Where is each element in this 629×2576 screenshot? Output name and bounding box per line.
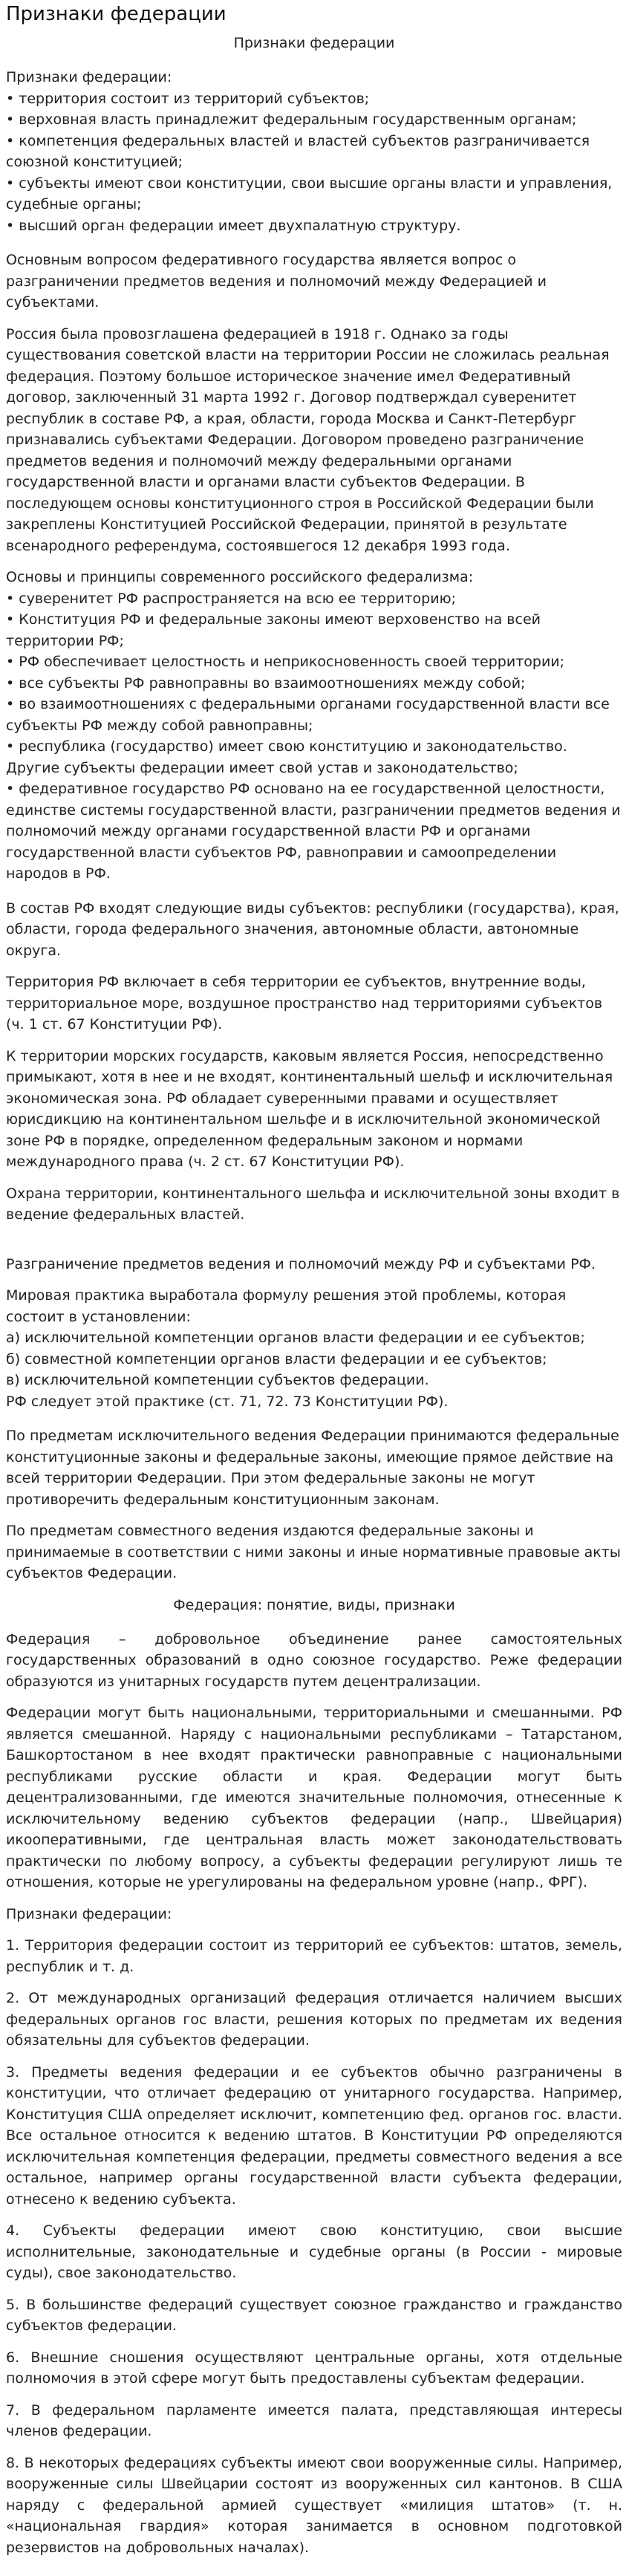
paragraph: В состав РФ входят следующие виды субъектов: республики (государства), края, области, города федерального значения, автономные области, автономные округа. [6,900,619,959]
list-item: • Конституция РФ и федеральные законы имеют верховенство на всей территории РФ; [6,611,541,649]
federation-features-list [6,67,622,236]
paragraph: 7. В федеральном парламенте имеется палата, представляющая интересы членов федерации. [6,2401,622,2439]
list-item: • во взаимоотношениях с федеральными органами государственной власти все субъекты РФ между собой равноправны; [6,696,610,734]
paragraph: Охрана территории, континентального шельфа и исключительной зоны входит в ведение федеральных властей. [6,1185,620,1223]
competence-list [6,1285,622,1412]
page-title: Признаки федерации [6,3,226,25]
list-item: а) исключительной компетенции органов власти федерации и ее субъектов; [6,1330,585,1346]
paragraph: 5. В большинстве федераций существует союзное гражданство и гражданство субъектов федерации. [6,2296,622,2334]
paragraph: По предметам исключительного ведения Федерации принимаются федеральные конституционные законы и федеральные законы, имеющие прямое действие на всей территории Федерации. При этом федеральные законы не могут противоречить федеральным конституционным законам. [6,1428,619,1508]
paragraph: 2. От международных организаций федерация отличается наличием высших федеральных органов гос власти, решения которых по предметам их ведения обязательны для субъектов федерации. [6,1990,622,2049]
paragraph: 3. Предметы ведения федерации и ее субъектов обычно разграничены в конституции, что отличает федерацию от унитарного государства. Например, Конституция США определяет исключит, компетенцию фед. органов гос. власти. Все остальное относится к ведению штатов. В Конституции РФ определяются исключительная компетенция федерации, предметы совместного ведения а все остальное, например органы государственной власти субъекта федерации, отнесено к ведению субъекта. [6,2063,622,2208]
list-item: • высший орган федерации имеет двухпалатную структуру. [6,217,461,234]
list-intro: Основы и принципы современного российского федерализма: [6,569,474,585]
paragraph: Федерация – добровольное объединение ранее самостоятельных государственных образований в одно союзное государство. Реже федерации образуются из унитарных государств путем децентрализации. [6,1630,622,1690]
paragraph: 4. Субъекты федерации имеют свою конституцию, свои высшие исполнительные, законодательные и судебные органы (в России - мировые суды), свое законодательство. [6,2222,622,2281]
list-item: • суверенитет РФ распространяется на всю ее территорию; [6,590,456,607]
section-heading-1: Признаки федерации [233,35,395,51]
list-item: • федеративное государство РФ основано на ее государственной целостности, единстве системы государственной власти, разграничении предметов ведения и полномочий между органами государственной власти РФ и органами государственной власти субъектов РФ, равноправии и самоопределении народов в РФ. [6,781,621,882]
list-item: РФ следует этой практике (ст. 71, 72. 73 Конституции РФ). [6,1393,449,1410]
list-item: • территория состоит из территорий субъектов; [6,90,370,107]
list-item: • компетенция федеральных властей и властей субъектов разграничивается союзной конституцией; [6,132,590,170]
paragraph: Территория РФ включает в себя территории ее субъектов, внутренние воды, территориальное море, воздушное пространство над территориями субъектов (ч. 1 ст. 67 Конституции РФ). [6,974,603,1032]
paragraph: К территории морских государств, каковым является Россия, непосредственно примыкают, хотя в нее и не входят, континентальный шельф и исключительная экономическая зона. РФ обладает суверенными правами и осуществляет юрисдикцию на континентальном шельфе и в исключительной экономической зоне РФ в порядке, определенном федеральным законом и нормами международного права (ч. 2 ст. 67 Конституции РФ). [6,1047,613,1170]
paragraph: По предметам совместного ведения издаются федеральные законы и принимаемые в соответствии с ними законы и иные нормативные правовые акты субъектов Федерации. [6,1523,621,1581]
paragraph: 6. Внешние сношения осуществляют центральные органы, хотя отдельные полномочия в этой сфере могут быть предоставлены субъектам федерации. [6,2349,622,2387]
section-heading-2: Федерация: понятие, виды, признаки [173,1596,455,1613]
list-item: • республика (государство) имеет свою конституцию и законодательство. Другие субъекты федерации имеет свой устав и законодательство; [6,738,567,776]
paragraph: 8. В некоторых федерациях субъекты имеют свои вооруженные силы. Например, вооруженные силы Швейцарии состоят из вооруженных сил кантонов. В США наряду с федеральной армией существует «милиция штатов» (т. н. «национальная гвардия» которая занимается в основном подготовкой резервистов на добровольных началах). [6,2454,622,2556]
paragraph: Россия была провозглашена федерацией в 1918 г. Однако за годы существования советской власти на территории России не сложилась реальная федерация. Поэтому большое историческое значение имел Федеративный договор, заключенный 31 марта 1992 г. Договор подтверждал суверенитет республик в составе РФ, а края, области, города Москва и Санкт-Петербург признавались субъектами Федерации. Договором проведено разграничение предметов ведения и полномочий между федеральными органами государственной власти и органами власти субъектов Федерации. В последующем основы конституционного строя в Российской Федерации были закреплены Конституцией Российской Федерации, принятой в результате всенародного референдума, состоявшегося 12 декабря 1993 года. [6,325,610,554]
list-item: • субъекты имеют свои конституции, свои высшие органы власти и управления, судебные органы; [6,175,613,212]
list-item: б) совместной компетенции органов власти федерации и ее субъектов; [6,1350,547,1367]
list-item: • все субъекты РФ равноправны во взаимоотношениях между собой; [6,674,526,692]
spacer [6,1236,622,1254]
paragraph: 1. Территория федерации состоит из территорий ее субъектов: штатов, земель, республик и т. д. [6,1937,622,1975]
list-item: • РФ обеспечивает целостность и неприкосновенность своей территории; [6,654,565,670]
paragraph: Разграничение предметов ведения и полномочий между РФ и субъектами РФ. [6,1255,596,1272]
list-item: в) исключительной компетенции субъектов федерации. [6,1372,429,1388]
paragraph: Федерации могут быть национальными, территориальными и смешанными. РФ является смешанной. Наряду с национальными республиками – Татарстаном, Башкортостаном в нее входят практически равноправные с национальными республиками русские области и края. Федерации могут быть децентрализованными, где имеются значительные полномочия, отнесенные к исключительному ведению субъектов федерации (напр., Швейцария) икооперативными, где центральная власть может законодательствовать практически по любому вопросу, а субъекты федерации регулируют лишь те отношения, которые не урегулированы на федеральном уровне (напр., ФРГ). [6,1705,622,1890]
paragraph: Признаки федерации: [6,1905,172,1922]
federalism-principles-list [6,567,622,885]
list-intro: Мировая практика выработала формулу решения этой проблемы, которая состоит в установлении: [6,1287,567,1325]
list-intro: Признаки федерации: [6,69,172,85]
list-item: • верховная власть принадлежит федеральным государственным органам; [6,111,577,128]
paragraph: Основным вопросом федеративного государства является вопрос о разграничении предметов ведения и полномочий между Федерацией и субъектами. [6,252,547,310]
